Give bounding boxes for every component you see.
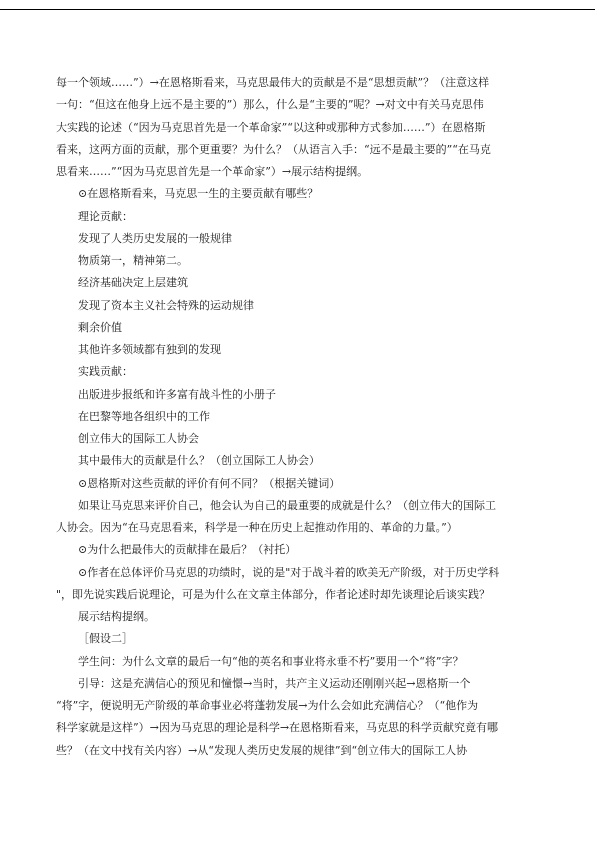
text-line: "，即先说实践后说理论，可是为什么在文章主体部分，作者论述时却先谈理论后谈实践？: [56, 587, 491, 601]
document-body: [56, 72, 539, 762]
text-line: 展示结构提纲。: [78, 610, 155, 623]
text-line: 剩余价值: [78, 320, 122, 334]
text-line: ⊙为什么把最伟大的贡献排在最后？（衬托）: [78, 543, 297, 557]
header-rule: [0, 9, 595, 10]
text-line: 物质第一，精神第二。: [78, 254, 188, 267]
text-line: 创立伟大的国际工人协会: [78, 432, 199, 445]
text-line: 出版进步报纸和许多富有战斗性的小册子: [78, 387, 276, 401]
text-line: 每一个领域……”）→在恩格斯看来，马克思最伟大的贡献是不是“思想贡献”？（注意这样: [56, 76, 490, 89]
text-line: 其他许多领域都有独到的发现: [78, 343, 221, 356]
text-line: 发现了资本主义社会特殊的运动规律: [78, 298, 254, 312]
text-line: 其中最伟大的贡献是什么？（创立国际工人协会）: [78, 454, 320, 468]
text-line: ⊙作者在总体评价马克思的功绩时，说的是"对于战斗着的欧美无产阶级，对于历史学科: [78, 565, 500, 579]
text-line: 思看来……”“因为马克思首先是一个革命家”）→展示结构提纲。: [56, 165, 369, 178]
text-line: 理论贡献：: [78, 209, 133, 223]
text-line: 在巴黎等地各组织中的工作: [78, 409, 210, 423]
text-line: ［假设二］: [78, 632, 133, 646]
text-line: 大实践的论述（“因为马克思首先是一个革命家”“以这种或那种方式参加……”）在恩格斯: [56, 120, 486, 134]
text-line: 人协会。因为“在马克思看来，科学是一种在历史上起推动作用的、革命的力量。”）: [56, 521, 458, 534]
text-line: 科学家就是这样”）→因为马克思的理论是科学→在恩格斯看来，马克思的科学贡献究竟有哪: [56, 721, 499, 735]
text-line: 学生问：为什么文章的最后一句“他的英名和事业将永垂不朽”要用一个“将”字？: [78, 654, 464, 668]
text-line: ⊙恩格斯对这些贡献的评价有何不同？（根据关键词）: [78, 476, 341, 490]
text-line: 实践贡献：: [78, 365, 133, 379]
text-line: “将”字，便说明无产阶级的革命事业必将蓬勃发展→为什么会如此充满信心？（“他作为: [56, 699, 479, 712]
text-line: 一句：“但这在他身上远不是主要的”）那么，什么是“主要的”呢？→对文中有关马克思伟: [56, 98, 484, 112]
text-line: 如果让马克思来评价自己，他会认为自己的最重要的成就是什么？（创立伟大的国际工: [78, 498, 496, 512]
text-line: 引导：这是充满信心的预见和憧憬→当时，共产主义运动还刚刚兴起→恩格斯一个: [78, 676, 471, 690]
text-line: ⊙在恩格斯看来，马克思一生的主要贡献有哪些？: [78, 187, 319, 201]
text-line: 经济基础决定上层建筑: [78, 276, 188, 290]
text-line: 些？（在文中找有关内容）→从“发现人类历史发展的规律”到“创立伟大的国际工人协: [56, 743, 468, 757]
text-line: 发现了人类历史发展的一般规律: [78, 231, 232, 245]
text-line: 看来，这两方面的贡献，那个更重要？为什么？（从语言入手：“远不是最主要的”“在马克: [56, 142, 491, 156]
